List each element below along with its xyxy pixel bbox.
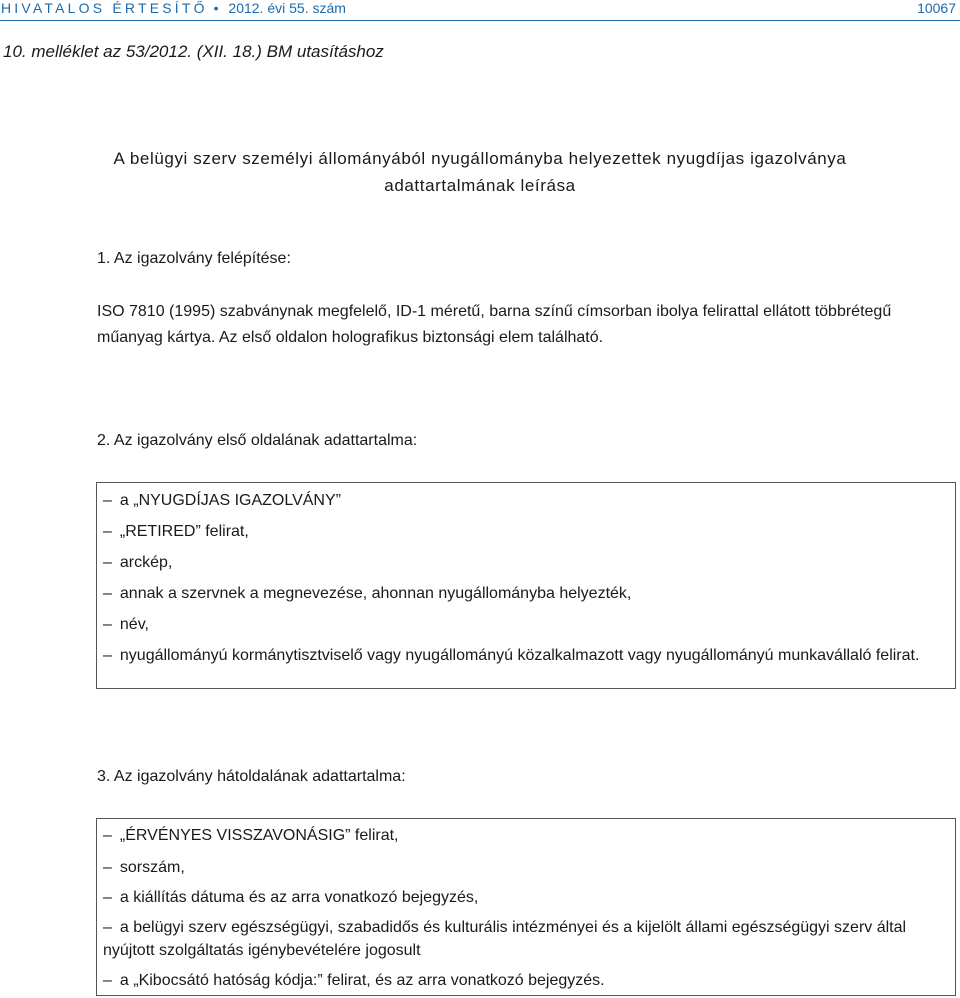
list-item-text: a „Kibocsátó hatóság kódja:” felirat, és az arra vonatkozó bejegyzés. bbox=[119, 972, 605, 989]
list-item bbox=[103, 613, 949, 636]
list-item-text: név, bbox=[119, 616, 149, 633]
annex-reference: 10. melléklet az 53/2012. (XII. 18.) BM utasításhoz bbox=[3, 42, 384, 61]
section-3-heading: 3. Az igazolvány hátoldalának adattartalma: bbox=[97, 768, 406, 785]
list-item bbox=[103, 824, 949, 847]
list-item-text: a kiállítás dátuma és az arra vonatkozó bejegyzés, bbox=[119, 889, 479, 906]
list-item-text: a „NYUGDÍJAS IGAZOLVÁNY” bbox=[119, 492, 341, 509]
header-rule bbox=[0, 20, 960, 21]
list-item bbox=[103, 489, 949, 512]
section-2-heading: 2. Az igazolvány első oldalának adattartalma: bbox=[97, 432, 418, 449]
dash-bullet: – bbox=[103, 523, 112, 540]
dash-bullet: – bbox=[103, 827, 112, 844]
journal-title bbox=[1, 0, 346, 16]
list-item bbox=[103, 969, 949, 992]
list-item-text: arckép, bbox=[119, 554, 173, 571]
dash-bullet: – bbox=[103, 647, 112, 664]
list-item-text: sorszám, bbox=[119, 859, 185, 876]
dash-bullet: – bbox=[103, 492, 112, 509]
section-1-heading: 1. Az igazolvány felépítése: bbox=[97, 250, 291, 267]
running-header bbox=[0, 0, 960, 20]
list-item bbox=[103, 916, 949, 962]
dash-bullet: – bbox=[103, 972, 112, 989]
dash-bullet: – bbox=[103, 616, 112, 633]
page-number: 10067 bbox=[917, 0, 956, 16]
list-item-text: nyugállományú kormánytisztviselő vagy nyugállományú közalkalmazott vagy nyugállományú munkavállaló felirat. bbox=[119, 647, 920, 664]
list-item bbox=[103, 582, 949, 605]
list-item-text: „RETIRED” felirat, bbox=[119, 523, 249, 540]
list-item-text: „ÉRVÉNYES VISSZAVONÁSIG” felirat, bbox=[119, 827, 399, 844]
list-item-text: a belügyi szerv egészségügyi, szabadidős és kulturális intézményei és a kijelölt állami egészségügyi szerv által nyújtott szolgáltatás igénybevételére jogosult bbox=[103, 919, 907, 959]
dash-bullet: – bbox=[103, 889, 112, 906]
list-item bbox=[103, 886, 949, 909]
list-item bbox=[103, 520, 949, 543]
dash-bullet: – bbox=[103, 585, 112, 602]
bullet-separator: • bbox=[213, 0, 219, 16]
dash-bullet: – bbox=[103, 859, 112, 876]
journal-name: HIVATALOS ÉRTESÍTŐ bbox=[1, 0, 208, 16]
list-item bbox=[103, 551, 949, 574]
issue-label: 2012. évi 55. szám bbox=[228, 0, 346, 16]
document-title-line-2: adattartalmának leírása bbox=[384, 176, 576, 195]
dash-bullet: – bbox=[103, 554, 112, 571]
back-side-content-box bbox=[96, 818, 956, 996]
list-item bbox=[103, 644, 949, 667]
dash-bullet: – bbox=[103, 919, 112, 936]
list-item bbox=[103, 856, 949, 879]
section-1-text: ISO 7810 (1995) szabványnak megfelelő, ID-1 méretű, barna színű címsorban ibolya felirattal ellátott többrétegű műanyag kártya. Az első oldalon holografikus biztonsági elem található. bbox=[97, 303, 892, 346]
list-item-text: annak a szervnek a megnevezése, ahonnan nyugállományba helyezték, bbox=[119, 585, 632, 602]
front-side-content-box bbox=[96, 482, 956, 689]
document-title-line-1: A belügyi szerv személyi állományából nyugállományba helyezettek nyugdíjas igazolványa bbox=[113, 149, 847, 168]
